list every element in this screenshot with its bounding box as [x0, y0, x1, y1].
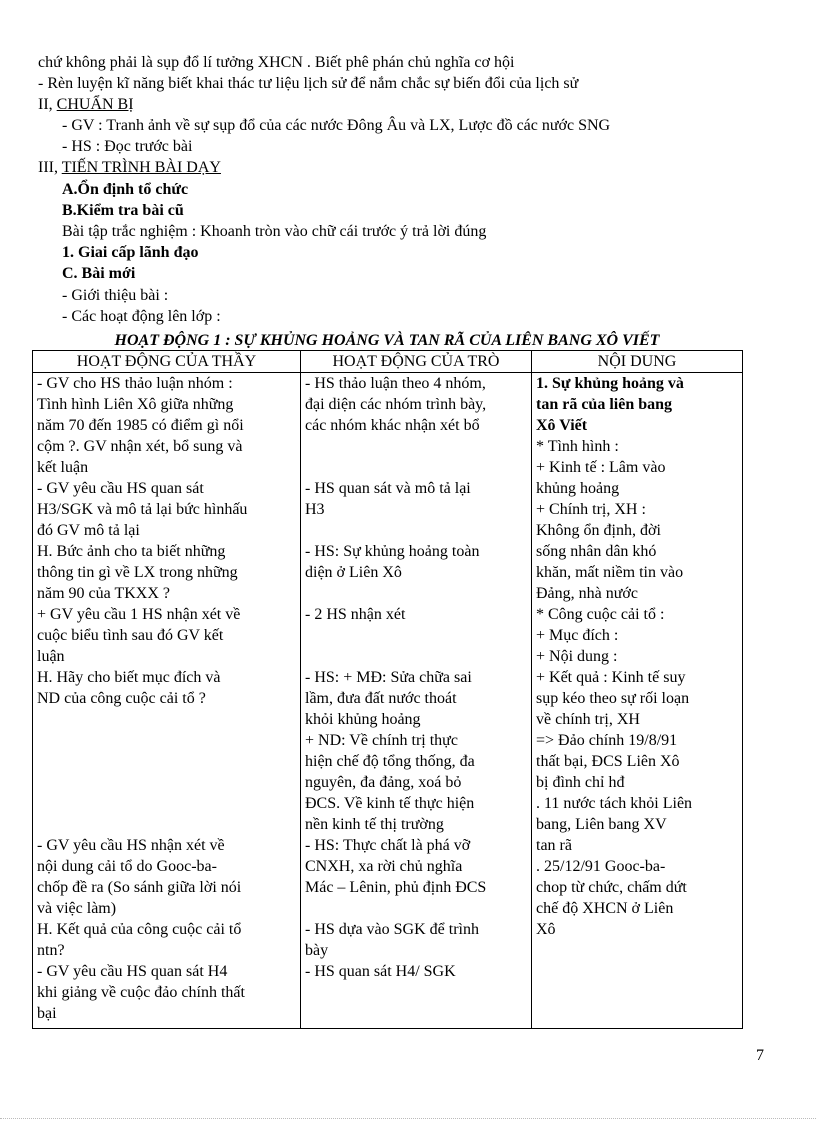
- content-line: chop từ chức, chấm dứt: [536, 879, 687, 896]
- spacer: [305, 457, 527, 478]
- teacher-line: nội dung cải tổ do Gooc-ba-: [37, 858, 217, 875]
- spacer: [37, 772, 296, 793]
- content-line: + Nội dung :: [536, 648, 618, 665]
- teacher-line: - GV yêu cầu HS quan sát H4: [37, 963, 228, 980]
- teacher-line: đó GV mô tả lại: [37, 522, 140, 539]
- content-line: bang, Liên bang XV: [536, 816, 667, 833]
- teacher-line: và việc làm): [37, 900, 117, 917]
- student-line: - 2 HS nhận xét: [305, 606, 406, 623]
- teacher-line: H. Kết quả của công cuộc cải tổ: [37, 921, 242, 938]
- section-3-heading: [38, 157, 221, 178]
- student-line: + ND: Về chính trị thực: [305, 732, 458, 749]
- activity-title: HOẠT ĐỘNG 1 : SỰ KHỦNG HOẢNG VÀ TAN RÃ CỦA LIÊN BANG XÔ VIẾT: [114, 332, 660, 349]
- student-line: - HS thảo luận theo 4 nhóm,: [305, 375, 486, 392]
- section-2-number: II,: [38, 96, 57, 113]
- content-line: khăn, mất niềm tin vào: [536, 564, 684, 581]
- student-line: H3: [305, 501, 325, 518]
- content-column: [532, 373, 743, 1029]
- step-c: C. Bài mới: [62, 265, 136, 282]
- content-heading: 1. Sự khủng hoảng và: [536, 375, 684, 392]
- teacher-line: chốp đề ra (So sánh giữa lời nói: [37, 879, 242, 896]
- content-line: * Công cuộc cải tổ :: [536, 606, 665, 623]
- student-line: - HS dựa vào SGK để trình: [305, 921, 479, 938]
- section-3-title: TIẾN TRÌNH BÀI DẠY: [61, 159, 221, 176]
- step-a: A.Ổn định tổ chức: [62, 181, 189, 198]
- student-line: - HS quan sát H4/ SGK: [305, 963, 456, 980]
- section-3-number: III,: [38, 159, 62, 176]
- teacher-line: + GV yêu cầu 1 HS nhận xét về: [37, 606, 241, 623]
- header-content: NỘI DUNG: [532, 351, 743, 373]
- table-row: [33, 373, 743, 1029]
- section-2-heading: [38, 94, 134, 115]
- teacher-line: ntn?: [37, 942, 65, 959]
- content-line: sống nhân dân khó: [536, 543, 657, 560]
- teacher-line: thông tin gì về LX trong những: [37, 564, 238, 581]
- content-line: thất bại, ĐCS Liên Xô: [536, 753, 680, 770]
- step-b: B.Kiểm tra bài cũ: [62, 202, 184, 219]
- teacher-line: H. Hãy cho biết mục đích và: [37, 669, 221, 686]
- student-line: - HS: Thực chất là phá vỡ: [305, 837, 471, 854]
- content-line: => Đảo chính 19/8/91: [536, 732, 678, 749]
- spacer: [305, 898, 527, 919]
- content-line: Xô: [536, 921, 556, 938]
- spacer: [37, 793, 296, 814]
- student-line: các nhóm khác nhận xét bổ: [305, 417, 480, 434]
- content-line: Không ổn định, đời: [536, 522, 661, 539]
- student-line: khỏi khủng hoảng: [305, 711, 421, 728]
- teacher-line: cuộc biểu tình sau đó GV kết: [37, 627, 224, 644]
- content-line: + Mục đích :: [536, 627, 619, 644]
- content-line: + Chính trị, XH :: [536, 501, 646, 518]
- student-column: [301, 373, 532, 1029]
- content-line: bị đình chỉ hđ: [536, 774, 625, 791]
- teacher-line: - GV yêu cầu HS nhận xét về: [37, 837, 225, 854]
- teacher-line: ND của công cuộc cải tổ ?: [37, 690, 206, 707]
- table-header-row: [33, 351, 743, 373]
- content-line: về chính trị, XH: [536, 711, 640, 728]
- teacher-line: khi giảng về cuộc đảo chính thất: [37, 984, 245, 1001]
- header-teacher: HOẠT ĐỘNG CỦA THẦY: [33, 351, 301, 373]
- student-line: Mác – Lênin, phủ định ĐCS: [305, 879, 487, 896]
- spacer: [305, 520, 527, 541]
- teacher-line: bại: [37, 1005, 57, 1022]
- prep-item-hs: - HS : Đọc trước bài: [62, 138, 193, 155]
- intro-line-1: chứ không phải là sụp đổ lí tưởng XHCN . Biết phê phán chủ nghĩa cơ hội: [38, 54, 515, 71]
- spacer: [305, 646, 527, 667]
- student-line: - HS: + MĐ: Sửa chữa sai: [305, 669, 472, 686]
- content-line: . 25/12/91 Gooc-ba-: [536, 858, 666, 875]
- spacer: [37, 730, 296, 751]
- student-line: - HS quan sát và mô tả lại: [305, 480, 471, 497]
- student-line: nền kinh tế thị trường: [305, 816, 444, 833]
- teacher-line: H3/SGK và mô tả lại bức hìnhấu: [37, 501, 248, 518]
- spacer: [37, 814, 296, 835]
- footer-divider: [0, 1118, 816, 1119]
- teacher-line: Tình hình Liên Xô giữa những: [37, 396, 234, 413]
- teacher-line: năm 90 của TKXX ?: [37, 585, 170, 602]
- lesson-activities: - Các hoạt động lên lớp :: [62, 308, 221, 325]
- teacher-line: cộm ?. GV nhận xét, bổ sung và: [37, 438, 243, 455]
- teacher-line: luận: [37, 648, 65, 665]
- header-student: HOẠT ĐỘNG CỦA TRÒ: [301, 351, 532, 373]
- content-line: * Tình hình :: [536, 438, 619, 455]
- spacer: [37, 709, 296, 730]
- content-line: khủng hoảng: [536, 480, 620, 497]
- student-line: hiện chế độ tổng thống, đa: [305, 753, 475, 770]
- teacher-line: - GV yêu cầu HS quan sát: [37, 480, 204, 497]
- content-line: + Kết quả : Kinh tế suy: [536, 669, 686, 686]
- student-line: đại diện các nhóm trình bày,: [305, 396, 487, 413]
- student-line: ĐCS. Về kinh tế thực hiện: [305, 795, 475, 812]
- activity-table: [32, 350, 743, 1029]
- teacher-line: - GV cho HS thảo luận nhóm :: [37, 375, 233, 392]
- question-1: 1. Giai cấp lãnh đạo: [62, 244, 199, 261]
- teacher-line: H. Bức ảnh cho ta biết những: [37, 543, 226, 560]
- content-line: sụp kéo theo sự rối loạn: [536, 690, 690, 707]
- teacher-line: kết luận: [37, 459, 89, 476]
- page-number: 7: [756, 1047, 764, 1064]
- content-line: tan rã: [536, 837, 572, 854]
- intro-line-2: - Rèn luyện kĩ năng biết khai thác tư liệu lịch sử để nắm chắc sự biến đổi của lịch sử: [38, 75, 579, 92]
- prep-item-gv: - GV : Tranh ảnh về sự sụp đổ của các nước Đông Âu và LX, Lược đồ các nước SNG: [62, 117, 611, 134]
- exercise-instruction: Bài tập trắc nghiệm : Khoanh tròn vào chữ cái trước ý trả lời đúng: [62, 223, 487, 240]
- spacer: [305, 625, 527, 646]
- teacher-line: năm 70 đến 1985 có điểm gì nổi: [37, 417, 244, 434]
- content-line: . 11 nước tách khỏi Liên: [536, 795, 693, 812]
- section-2-title: CHUẨN BỊ: [56, 96, 134, 113]
- student-line: diện ở Liên Xô: [305, 564, 402, 581]
- spacer: [305, 436, 527, 457]
- student-line: CNXH, xa rời chủ nghĩa: [305, 858, 463, 875]
- content-heading: tan rã của liên bang: [536, 396, 673, 413]
- content-line: Đảng, nhà nước: [536, 585, 638, 602]
- student-line: lầm, đưa đất nước thoát: [305, 690, 457, 707]
- content-line: chế độ XHCN ở Liên: [536, 900, 674, 917]
- content-heading: Xô Viết: [536, 417, 588, 434]
- teacher-column: [33, 373, 301, 1029]
- spacer: [305, 583, 527, 604]
- student-line: nguyên, đa đảng, xoá bỏ: [305, 774, 462, 791]
- student-line: - HS: Sự khủng hoảng toàn: [305, 543, 480, 560]
- student-line: bày: [305, 942, 329, 959]
- content-line: + Kinh tế : Lâm vào: [536, 459, 666, 476]
- lesson-intro: - Giới thiệu bài :: [62, 287, 169, 304]
- spacer: [37, 751, 296, 772]
